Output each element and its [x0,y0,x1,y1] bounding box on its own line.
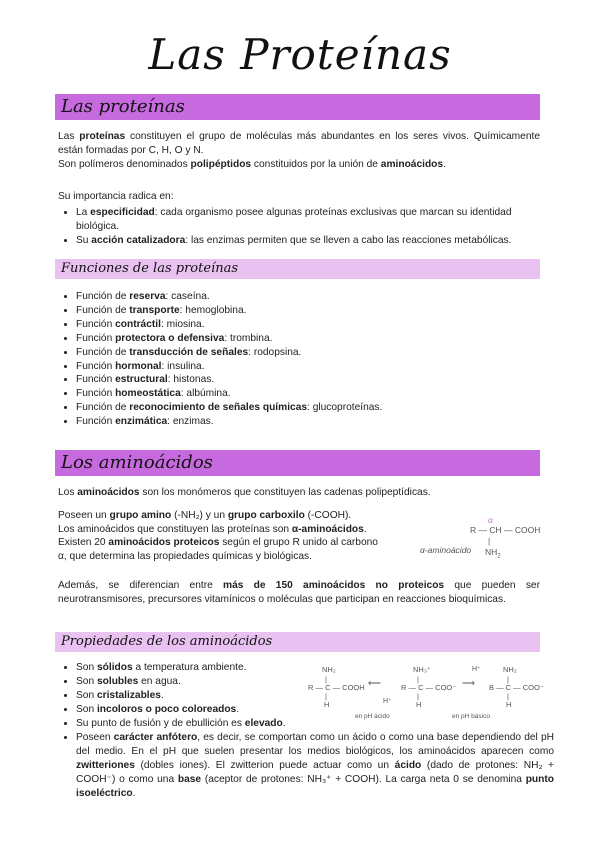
section-heading-text: Los aminoácidos [61,452,213,473]
aminoacidos-paragraph-2: Poseen un grupo amino (-NH₂) y un grupo carboxilo (-COOH). Los aminoácidos que constituyen las proteínas son α-aminoácidos. Existen 20 aminoácidos proteicos según el grupo R unido al carbono α, que determina las propiedades químicas y biológicas. [58,510,378,562]
list-item: • La especificidad: cada organismo posee algunas proteínas exclusivas que marcan su identidad biológica. [76,206,554,234]
list-item: • Son incoloros o poco coloreados. [76,703,296,717]
intro-paragraph-1: Las proteínas constituyen el grupo de moléculas más abundantes en los seres vivos. Químicamente están formadas por C, H, O y N. [58,131,540,156]
list-item: • Función homeostática: albúmina. [76,387,554,401]
bond-line: | [325,675,327,684]
section-heading-text: Funciones de las proteínas [61,261,238,276]
acid-ph-label: en pH ácido [355,713,390,720]
list-item: • Función protectora o defensiva: trombina. [76,332,554,346]
list-item: • Función de transporte: hemoglobina. [76,304,554,318]
h-right: H [506,700,512,709]
bond-line: | [507,675,509,684]
amino-group: $NH_2$ [485,547,501,560]
page-title: Las Proteínas [148,30,452,79]
list-item: • Función de reconocimiento de señales químicas: glucoproteínas. [76,401,554,415]
intro-paragraph-2: Son polímeros denominados polipéptidos constituidos por la unión de aminoácidos. [58,159,446,170]
bond-line: | [488,536,491,546]
hplus-right: H⁺ [472,666,481,673]
importance-list [62,206,554,248]
list-item: • Función hormonal: insulina. [76,360,554,374]
list-item: • Función contráctil: miosina. [76,318,554,332]
h-middle: H [416,700,422,709]
base-formula: B — C — COO⁻ [489,683,544,692]
list-item: • Función de reserva: caseína. [76,290,554,304]
propiedades-list-short [62,661,296,717]
section-heading-propiedades [55,632,540,652]
aminoacid-label: α-aminoácido [420,545,472,555]
list-item: • Su acción catalizadora: las enzimas permiten que se lleven a cabo las reacciones metabólicas. [76,234,554,248]
list-item: • Función de transducción de señales: rodopsina. [76,346,554,360]
arrow-left: ⟵ [368,678,381,688]
propiedades-list-long [62,717,554,800]
list-item: • Son solubles en agua. [76,675,296,689]
bond-line: | [507,692,509,701]
section-heading-text: Propiedades de los aminoácidos [61,634,273,649]
aminoacid-formula: R — CH — COOH [470,525,541,535]
intro-paragraph-3: Su importancia radica en: [58,191,174,202]
section-heading-funciones [55,259,540,279]
section-heading-text: Las proteínas [61,96,185,117]
basic-ph-label: en pH básico [452,713,490,720]
zwitterion-formula: R — C — COO⁻ [401,683,457,692]
hplus-left: H⁺ [383,698,392,705]
h-left: H [324,700,330,709]
list-item: • Función estructural: histonas. [76,373,554,387]
aminoacidos-paragraph-1: Los aminoácidos son los monómeros que constituyen las cadenas polipeptídicas. [58,487,431,498]
funciones-list [62,290,554,429]
nh3-top-middle: NH₃⁺ [413,665,431,674]
arrow-right: ⟶ [462,678,475,688]
list-item: • Función enzimática: enzimas. [76,415,554,429]
section-heading-proteinas [55,94,540,120]
aminoacidos-paragraph-3: Además, se diferencian entre más de 150 aminoácidos no proteicos que pueden ser neurotransmisores, precursores vitamínicos o moléculas que participan en reacciones bioquímicas. [58,580,540,605]
list-item: • Su punto de fusión y de ebullición es elevado. [76,717,554,731]
list-item: • Son sólidos a temperatura ambiente. [76,661,296,675]
list-item: • Poseen carácter anfótero, es decir, se comportan como un ácido o como una base dependiendo del pH del medio. En el pH que suelen presentar los medios biológicos, los aminoácidos aparecen como zwitteriones (dobles iones). El zwitterion puede actuar como un ácido (dado de protones: NH₂ + COOH⁻) o como una base (aceptor de protones: NH₃⁺ + COOH). La carga neta 0 se denomina punto isoeléctrico. [76,731,554,801]
alpha-symbol: α [488,515,493,525]
bond-line: | [417,692,419,701]
acid-formula: R — C — COOH [308,683,365,692]
bond-line: | [417,675,419,684]
bond-line: | [325,692,327,701]
list-item: • Son cristalizables. [76,689,296,703]
nh2-top-left: NH₂ [322,665,336,674]
section-heading-aminoacidos [55,450,540,476]
nh2-top-right: NH₂ [503,665,517,674]
